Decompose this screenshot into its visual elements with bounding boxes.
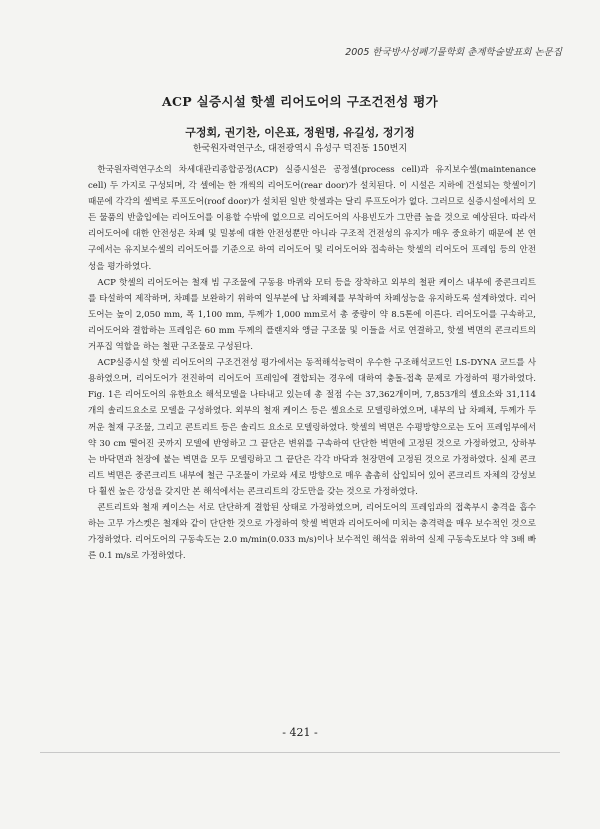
author-list: 구정회, 권기찬, 이은표, 정원명, 유길성, 정기정 [185, 126, 415, 139]
page-number: - 421 - [282, 726, 318, 739]
running-header: 2005 한국방사성폐기물학회 춘계학술발표회 논문집 [345, 47, 562, 58]
body-text [88, 162, 536, 564]
paragraph-3: ACP실증시설 핫셀 리어도어의 구조건전성 평가에서는 동적해석능력이 우수한 구조해석코드인 LS-DYNA 코드를 사용하였으며, 리어도어가 전진하여 리어도어 프레임에 결합되는 경우에 대하여 충돌-접촉 문제로 가정하여 평가하였다. Fig. 1은 리어도어의 유한요소 해석모델을 나타내고 있는데 총 절점 수는 37,362개이며, 7,853개의 셸요소와 31,114개의 솔리드요소로 모델을 구성하였다. 외부의 철재 케이스 등은 셸요소로 모델링하였으며, 내부의 납 차폐체, 두께가 두꺼운 철재 구조물, 그리고 콘트리트 등은 솔리드 요소로 모델링하였다. 핫셀의 벽면은 수평방향으로는 도어 프레임부에서 약 30 cm 떨어진 곳까지 모델에 반영하고 그 끝단은 변위를 구속하여 단단한 벽면에 고정된 것으로 가정하였고, 상하부는 바닥면과 천장에 붙는 벽면을 모두 모델링하고 그 끝단은 각각 바닥과 천장면에 고정된 것으로 가정하였다. 실제 콘크리트 벽면은 중콘크리트 내부에 철근 구조물이 가로와 세로 방향으로 매우 촘촘히 삽입되어 있어 콘크리트 자체의 강성보다 훨씬 높은 강성을 갖지만 본 해석에서는 콘크리트의 강도만을 갖는 것으로 가정하였다. [88, 358, 536, 497]
paragraph-4: 콘트리트와 철재 케이스는 서로 단단하게 결합된 상태로 가정하였으며, 리어도어의 프레임과의 접촉부시 충격을 흡수하는 고무 가스켓은 철재와 같이 단단한 것으로 가정하여 핫셀 벽면과 리어도어에 미치는 충격력을 매우 보수적인 것으로 가정하였다. 리어도어의 구동속도는 2.0 m/min(0.033 m/s)이나 보수적인 해석을 위하여 실제 구동속도보다 약 3배 빠른 0.1 m/s로 가정하였다. [88, 502, 536, 562]
footer-rule [40, 752, 560, 753]
paragraph-1: 한국원자력연구소의 차세대관리종합공정(ACP) 실증시설은 공정셀(process cell)과 유지보수셀(maintenance cell) 두 가지로 구성되며, 각 셀에는 한 개씩의 리어도어(rear door)가 설치된다. 이 시설은 지하에 건설되는 핫셀이기 때문에 각각의 셀벽로 루프도어(roof door)가 설치된 일반 핫셀과는 달리 루프도어가 없다. 그러므로 실증시설에서의 모든 물품의 반출입에는 리어도어를 이용할 수밖에 없으므로 리어도어의 사용빈도가 그만큼 높을 것으로 예상된다. 따라서 리어도어에 대한 안전성은 차폐 및 밀봉에 대한 안전성뿐만 아니라 구조적 건전성의 유지가 매우 중요하기 때문에 본 연구에서는 유지보수셀의 리어도어를 기준으로 하여 리어도어 및 리어도어와 접속하는 핫셀의 리어도어 프레임 등의 안전성을 평가하였다. [88, 165, 536, 272]
paper-title: ACP 실증시설 핫셀 리어도어의 구조건전성 평가 [162, 94, 438, 109]
paragraph-2: ACP 핫셀의 리어도어는 철재 빔 구조물에 구동용 바퀴와 모터 등을 장착하고 외부의 철판 케이스 내부에 중콘크리트를 타설하여 제작하며, 차폐를 보완하기 위하여 일부분에 납 차폐체를 부착하여 차폐성능을 유지하도록 설계하였다. 리어도어는 높이 2,050 mm, 폭 1,100 mm, 두께가 1,000 mm로서 총 중량이 약 8.5톤에 이른다. 리어도어를 구속하고, 리어도어와 결합하는 프레임은 60 mm 두께의 플랜지와 앵글 구조물 및 이들을 서로 연결하고, 핫셀 벽면의 콘크리트의 거푸집 역할을 하는 철판 구조물로 구성된다. [88, 277, 536, 353]
affiliation: 한국원자력연구소, 대전광역시 유성구 덕진동 150번지 [192, 144, 408, 154]
